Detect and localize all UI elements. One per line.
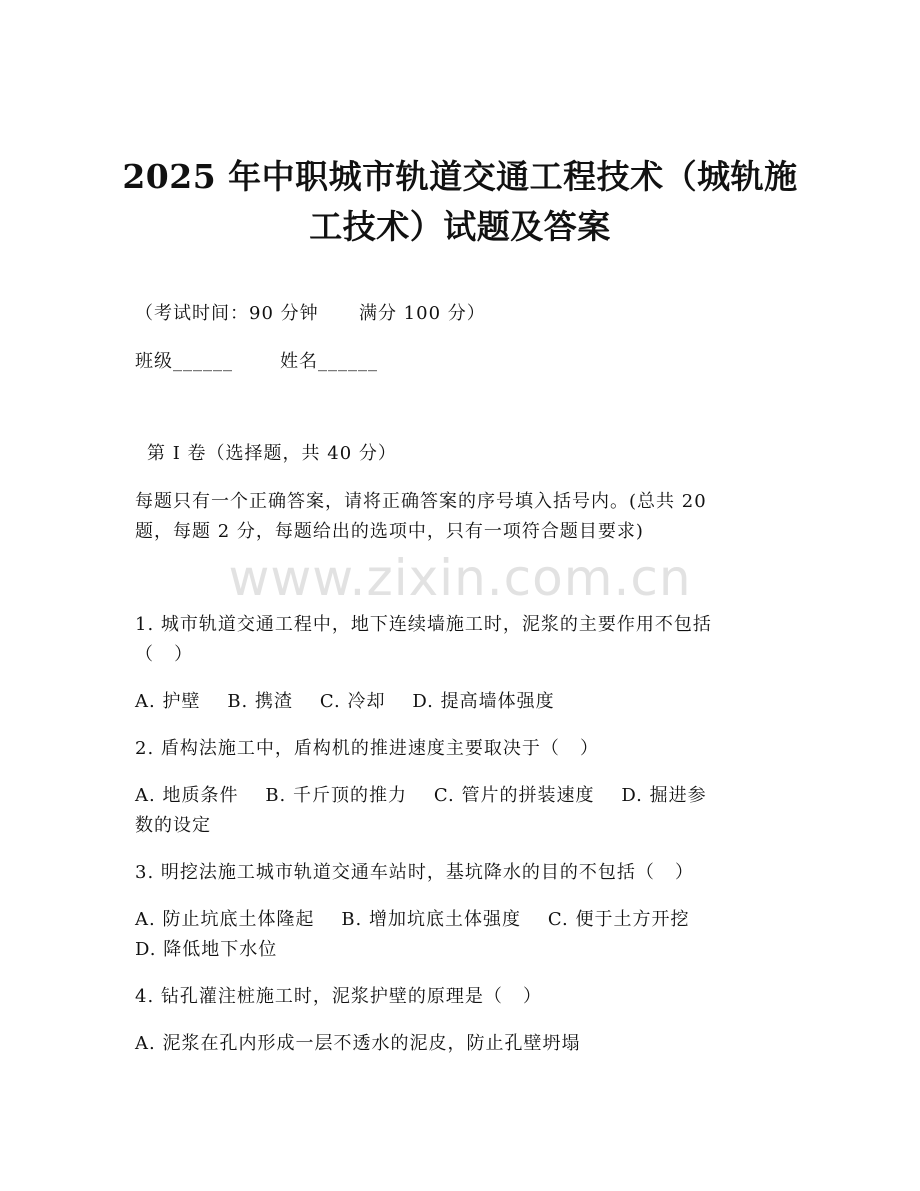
question-1-options: A. 护壁 B. 携渣 C. 冷却 D. 提高墙体强度 xyxy=(135,691,555,712)
question-2-options-line-2: 数的设定 xyxy=(135,815,211,836)
section-heading: 第 I 卷（选择题，共 40 分） xyxy=(147,443,397,464)
question-4-option-a: A. 泥浆在孔内形成一层不透水的泥皮，防止孔壁坍塌 xyxy=(135,1033,581,1054)
instructions-line-1: 每题只有一个正确答案，请将正确答案的序号填入括号内。(总共 20 xyxy=(135,491,707,512)
question-1-stem-line-1: 1. 城市轨道交通工程中，地下连续墙施工时，泥浆的主要作用不包括 xyxy=(135,614,712,635)
watermark: www.zixin.com.cn xyxy=(228,549,692,607)
document-title-line-1: 2025 年中职城市轨道交通工程技术（城轨施 xyxy=(122,157,798,196)
question-2-options-line-1: A. 地质条件 B. 千斤顶的推力 C. 管片的拼装速度 D. 掘进参 xyxy=(135,785,707,806)
document-title-line-2: 工技术）试题及答案 xyxy=(309,207,611,246)
question-3-options-line-2: D. 降低地下水位 xyxy=(135,939,278,960)
question-3-stem: 3. 明挖法施工城市轨道交通车站时，基坑降水的目的不包括（ ） xyxy=(135,862,695,883)
instructions-line-2: 题，每题 2 分，每题给出的选项中，只有一项符合题目要求) xyxy=(135,521,644,542)
question-2-stem: 2. 盾构法施工中，盾构机的推进速度主要取决于（ ） xyxy=(135,738,600,759)
question-1-stem-line-2: （ ） xyxy=(135,644,194,665)
exam-info: （考试时间：90 分钟 满分 100 分） xyxy=(135,303,486,324)
question-4-stem: 4. 钻孔灌注桩施工时，泥浆护壁的原理是（ ） xyxy=(135,986,543,1007)
student-fields: 班级______ 姓名______ xyxy=(135,351,379,372)
question-3-options-line-1: A. 防止坑底土体隆起 B. 增加坑底土体强度 C. 便于土方开挖 xyxy=(135,909,690,930)
